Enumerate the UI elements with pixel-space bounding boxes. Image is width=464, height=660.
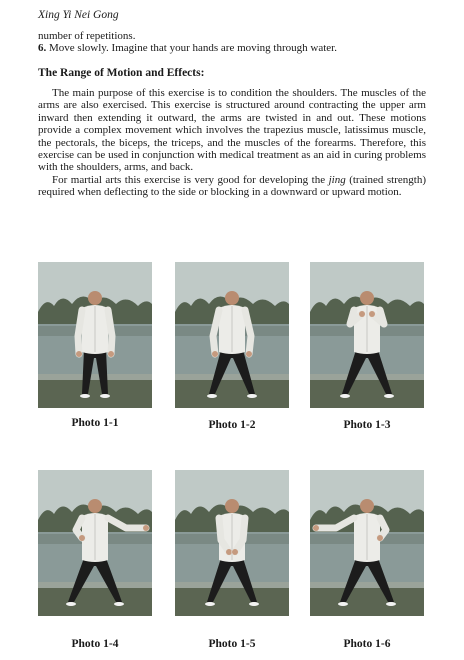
photo-1-3	[310, 262, 424, 408]
paragraph-1: The main purpose of this exercise is to condition the shoulders. The muscles of the arms are also exercised. This exercise is structured around contracting the upper arm inward then extending it outward, the arms are twisted in and out. These motions provide a complex movement which involves the trapezius muscle, latissimus muscle, the pectorals, the biceps, the triceps, and the muscles of the forearms. Therefore, this exercise can be used in conjunction with medical treatment as an aid in curing problems with the shoulders, arms, and back.	[38, 87, 426, 174]
photo-1-2	[175, 262, 289, 408]
paragraph-2-italic: jing	[328, 173, 346, 186]
photo-caption-1-5: Photo 1-5	[208, 638, 256, 650]
photo-scene	[310, 470, 424, 616]
list-item-6	[38, 42, 426, 54]
photo-scene	[310, 262, 424, 408]
photo-1-5	[175, 470, 289, 616]
photo-scene	[175, 262, 289, 408]
continued-list	[38, 30, 426, 55]
paragraph-2-text-b: (trained strength) required when deflecting to the side or blocking in a downward or upward motion.	[38, 173, 426, 199]
photo-scene	[38, 470, 152, 616]
list-item-text: Move slowly. Imagine that your hands are moving through water.	[46, 42, 337, 55]
body-text	[38, 87, 426, 199]
photo-scene	[38, 262, 152, 408]
running-head: Xing Yi Nei Gong	[38, 9, 119, 21]
photo-caption-1-1: Photo 1-1	[71, 417, 119, 429]
photo-1-6	[310, 470, 424, 616]
photo-1-1	[38, 262, 152, 408]
photo-1-4	[38, 470, 152, 616]
continued-line: number of repetitions.	[38, 30, 136, 42]
photo-caption-1-3: Photo 1-3	[343, 419, 391, 431]
photo-caption-1-6: Photo 1-6	[343, 638, 391, 650]
photo-scene	[175, 470, 289, 616]
section-heading: The Range of Motion and Effects:	[38, 67, 205, 79]
paragraph-2-text-a: For martial arts this exercise is very good for developing the	[52, 173, 329, 186]
list-item-number: 6.	[38, 42, 47, 55]
photo-caption-1-4: Photo 1-4	[71, 638, 119, 650]
paragraph-2	[38, 174, 426, 199]
photo-caption-1-2: Photo 1-2	[208, 419, 256, 431]
